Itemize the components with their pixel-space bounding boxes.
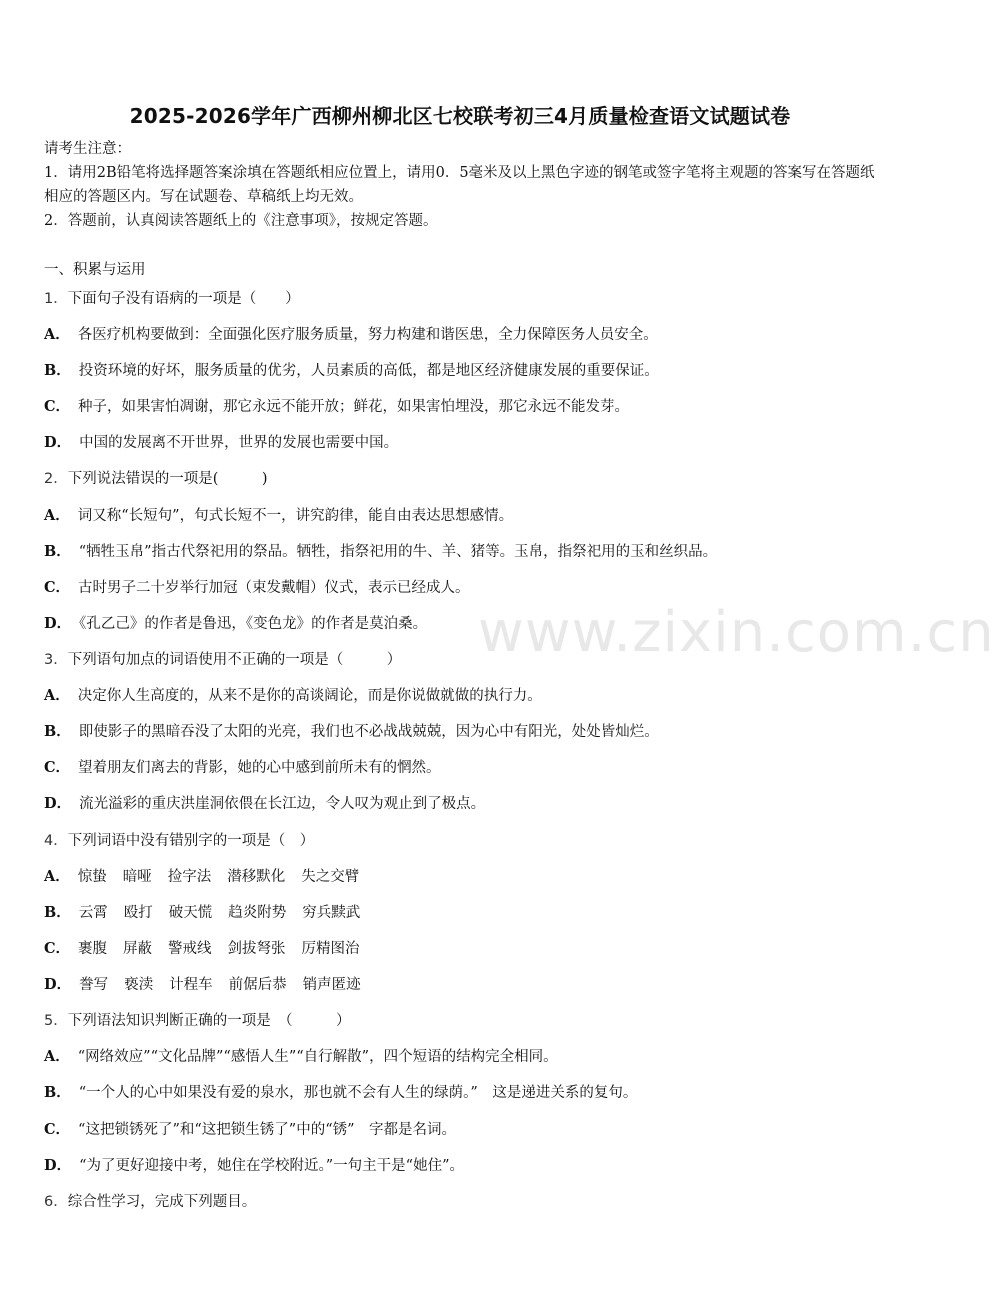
option-2a: A． 词又称“长短句”，句式长短不一，讲究韵律，能自由表达思想感情。 — [44, 507, 514, 524]
question-number: 1． — [44, 291, 68, 307]
option-3b: B． 即使影子的黑暗吞没了太阳的光亮，我们也不必战战兢兢，因为心中有阳光，处处皆灿烂。 — [44, 723, 659, 740]
option-4a: A． 惊蛰 暗哑 捡字法 潜移默化 失之交臂 — [44, 868, 360, 885]
notice-item-1: 1．请用2B铅笔将选择题答案涂填在答题纸相应位置上，请用0．5毫米及以上黑色字迹的钢笔或签字笔将主观题的答案写在答题纸相应的答题区内。写在试题卷、草稿纸上均无效。 — [44, 165, 875, 205]
option-3d: D． 流光溢彩的重庆洪崖洞依偎在长江边，令人叹为观止到了极点。 — [44, 795, 486, 812]
question-4 — [44, 829, 880, 853]
option-5c: C． “这把锁锈死了”和“这把锁生锈了”中的“锈” 字都是名词。 — [44, 1121, 457, 1138]
watermark: www.zixin.com.cn — [478, 600, 995, 665]
question-number: 6． — [44, 1194, 68, 1210]
question-number: 5． — [44, 1013, 68, 1029]
question-2 — [44, 467, 880, 491]
option-1a: A． 各医疗机构要做到：全面强化医疗服务质量，努力构建和谐医患，全力保障医务人员安全。 — [44, 326, 658, 343]
option-4c: C． 裹腹 屏蔽 警戒线 剑拔弩张 厉精图治 — [44, 940, 360, 957]
option-4b: B． 云霄 殴打 破天慌 趋炎附势 穷兵黩武 — [44, 904, 361, 921]
option-2b: B． “牺牲玉帛”指古代祭祀用的祭品。牺牲，指祭祀用的牛、羊、猪等。玉帛，指祭祀用的玉和丝织品。 — [44, 543, 718, 560]
question-stem: 下列语句加点的词语使用不正确的一项是（ ） — [67, 652, 402, 668]
option-5a: A． “网络效应”“文化品牌”“感悟人生”“自行解散”，四个短语的结构完全相同。 — [44, 1048, 558, 1065]
option-2c: C． 古时男子二十岁举行加冠（束发戴帽）仪式，表示已经成人。 — [44, 579, 470, 596]
question-number: 2． — [44, 471, 68, 487]
question-stem: 下列说法错误的一项是( ) — [67, 471, 268, 487]
option-5d: D． “为了更好迎接中考，她住在学校附近。”一句主干是“她住”。 — [44, 1157, 464, 1174]
notice-heading: 请考生注意： — [44, 141, 131, 157]
option-5b: B． “一个人的心中如果没有爱的泉水，那也就不会有人生的绿荫。” 这是递进关系的复句。 — [44, 1084, 638, 1101]
question-6 — [44, 1190, 880, 1214]
question-1 — [44, 287, 880, 311]
question-number: 4． — [44, 833, 68, 849]
option-3a: A． 决定你人生高度的，从来不是你的高谈阔论，而是你说做就做的执行力。 — [44, 687, 542, 704]
question-stem: 下列语法知识判断正确的一项是 （ ） — [67, 1013, 351, 1029]
option-1c: C． 种子，如果害怕凋谢，那它永远不能开放；鲜花，如果害怕埋没，那它永远不能发芽。 — [44, 398, 630, 415]
option-1b: B． 投资环境的好坏，服务质量的优劣，人员素质的高低，都是地区经济健康发展的重要保证。 — [44, 362, 659, 379]
question-number: 3． — [44, 652, 68, 668]
notice-item-2: 2．答题前，认真阅读答题纸上的《注意事项》，按规定答题。 — [44, 213, 438, 229]
question-5 — [44, 1009, 880, 1033]
question-stem: 综合性学习，完成下列题目。 — [67, 1194, 257, 1210]
option-4d: D． 誊写 亵渎 计程车 前倨后恭 销声匿迹 — [44, 976, 361, 993]
section-heading: 一、积累与运用 — [44, 262, 146, 278]
question-stem: 下列词语中没有错别字的一项是（ ） — [67, 833, 315, 849]
option-1d: D． 中国的发展离不开世界，世界的发展也需要中国。 — [44, 434, 399, 451]
question-stem: 下面句子没有语病的一项是（ ） — [67, 291, 300, 307]
page-title: 2025-2026学年广西柳州柳北区七校联考初三4月质量检查语文试题试卷 — [129, 104, 791, 128]
option-2d: D． 《孔乙己》的作者是鲁迅，《变色龙》的作者是莫泊桑。 — [44, 615, 428, 632]
option-3c: C． 望着朋友们离去的背影，她的心中感到前所未有的惘然。 — [44, 759, 441, 776]
